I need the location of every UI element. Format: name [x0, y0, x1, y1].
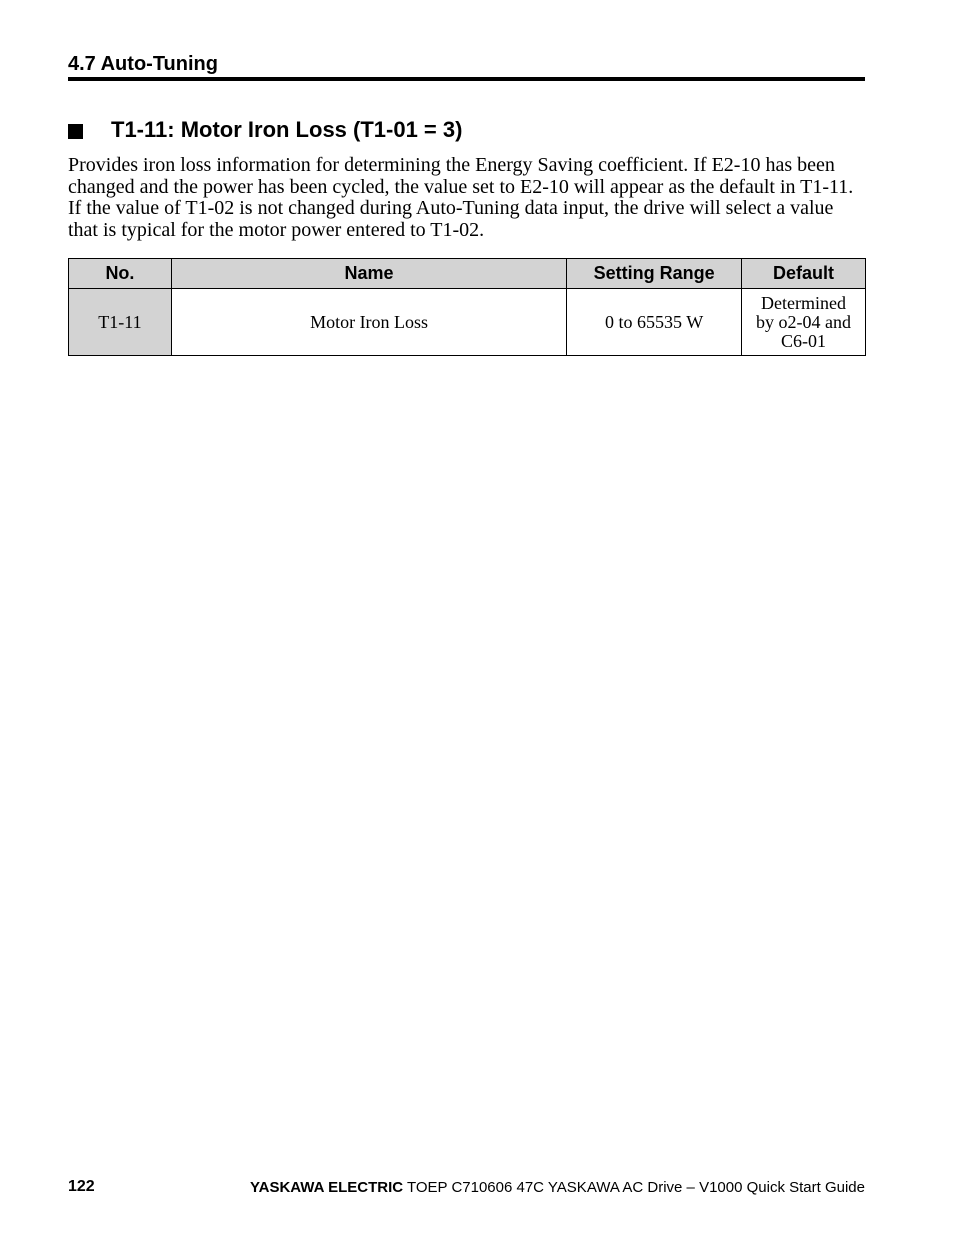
parameter-title: T1-11: Motor Iron Loss (T1-01 = 3) [111, 117, 463, 142]
table-row [69, 289, 866, 356]
square-bullet-icon [68, 124, 83, 139]
column-header-default: Default [742, 259, 866, 289]
cell-name: Motor Iron Loss [171, 289, 566, 356]
header-rule [68, 77, 865, 81]
parameter-heading [68, 116, 865, 144]
section-header: 4.7 Auto-Tuning [68, 53, 218, 75]
column-header-name: Name [171, 259, 566, 289]
column-header-no: No. [69, 259, 172, 289]
table-header-row [69, 259, 866, 289]
cell-default [742, 289, 866, 356]
footer-document-info [250, 1179, 865, 1196]
default-line: Determined [761, 292, 846, 313]
cell-setting-range: 0 to 65535 W [567, 289, 742, 356]
description-paragraph: Provides iron loss information for determining the Energy Saving coefficient. If E2-10 has been changed and the power has been cycled, the value set to E2-10 will appear as the default in T1-11. If the value of T1-02 is not changed during Auto-Tuning data input, the drive will select a value that is typical for the motor power entered to T1-02. [68, 154, 854, 241]
footer-brand: YASKAWA ELECTRIC [250, 1179, 404, 1196]
column-header-setting-range: Setting Range [567, 259, 742, 289]
default-line: by o2-04 and [756, 311, 851, 332]
footer-doc-title: TOEP C710606 47C YASKAWA AC Drive – V1000 Quick Start Guide [403, 1179, 865, 1196]
page-number: 122 [68, 1178, 95, 1195]
cell-no: T1-11 [69, 289, 172, 356]
default-line: C6-01 [781, 330, 827, 351]
parameter-table [68, 258, 866, 356]
